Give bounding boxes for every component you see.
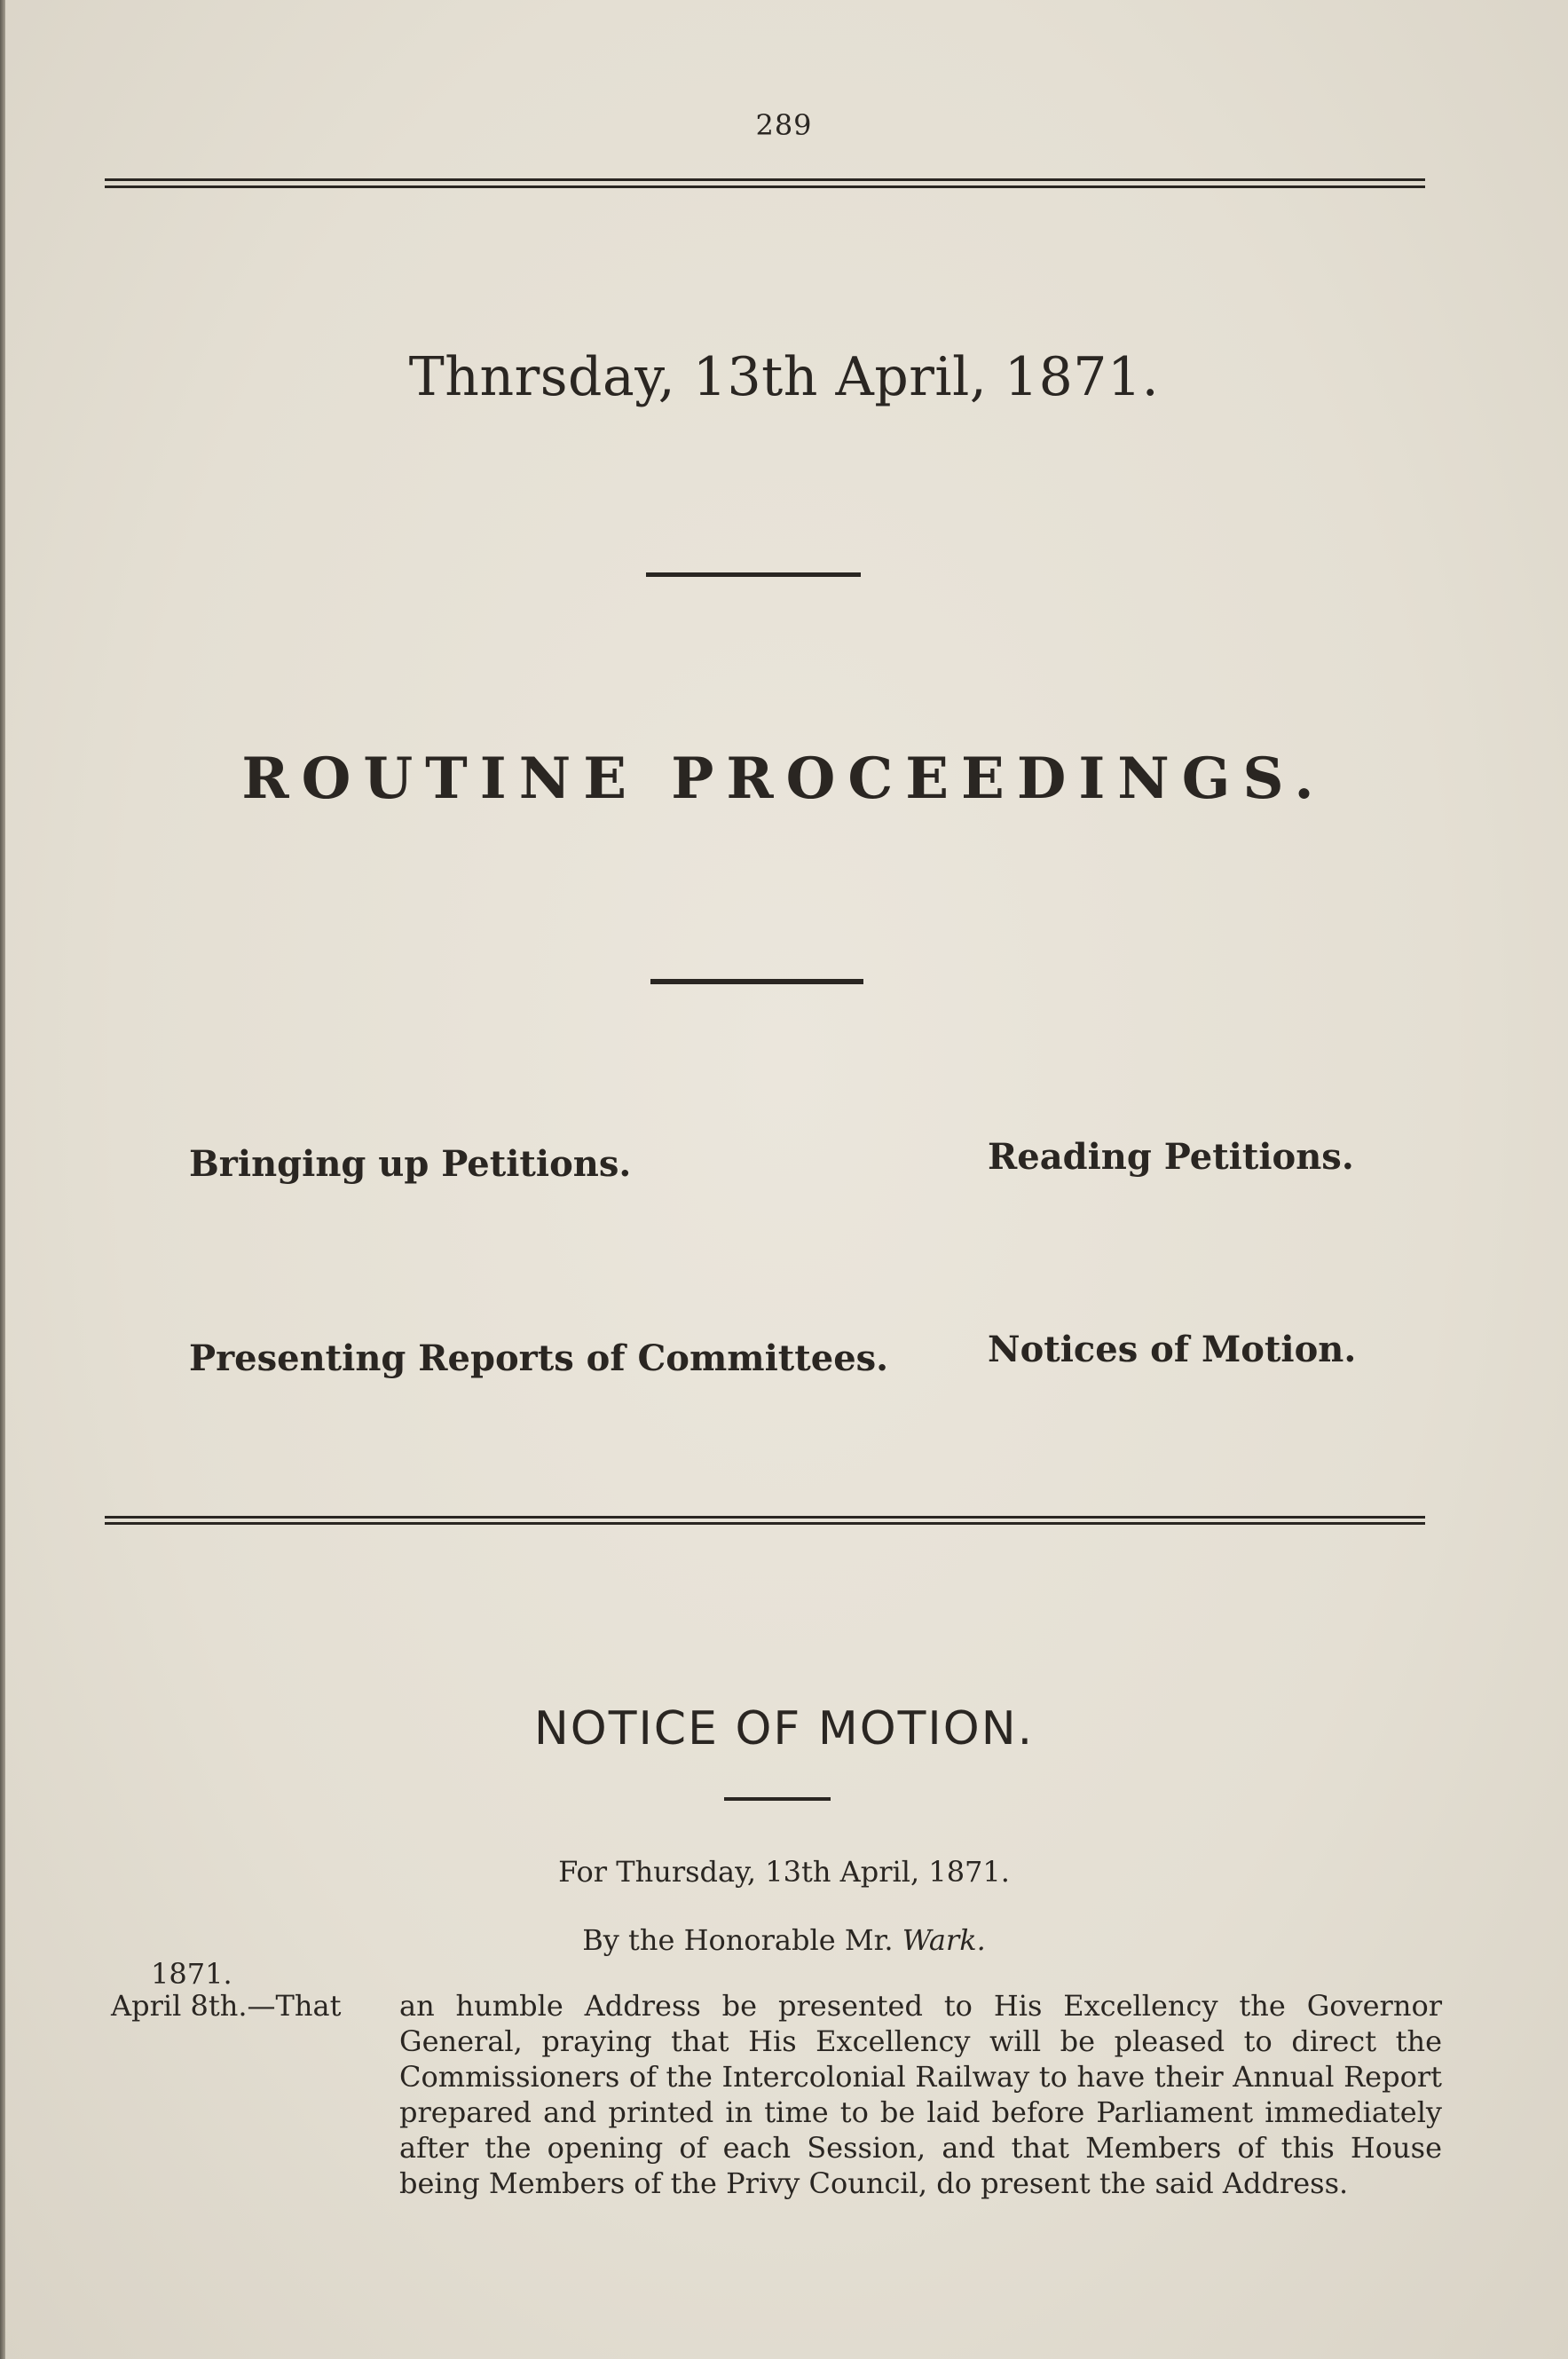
section-title: ROUTINE PROCEEDINGS. xyxy=(241,746,1327,812)
section-double-rule xyxy=(105,1516,1425,1525)
header-double-rule xyxy=(105,178,1425,188)
page-number: 289 xyxy=(755,108,813,142)
motion-date-lead: April 8th.—That xyxy=(111,1989,342,2023)
mover-name: Wark. xyxy=(902,1923,986,1957)
notice-title: NOTICE OF MOTION. xyxy=(533,1702,1035,1755)
mover-prefix: By the Honorable Mr. xyxy=(582,1923,894,1957)
notice-for-date: For Thursday, 13th April, 1871. xyxy=(558,1855,1010,1889)
routine-item-bringing-petitions: Bringing up Petitions. xyxy=(189,1143,632,1185)
divider-rule xyxy=(650,979,863,984)
routine-item-notices-of-motion: Notices of Motion. xyxy=(988,1329,1357,1370)
motion-year: 1871. xyxy=(151,1957,232,1991)
date-heading: Thnrsday, 13th April, 1871. xyxy=(408,346,1160,408)
notice-mover xyxy=(0,1923,1568,1957)
divider-rule xyxy=(724,1797,831,1801)
motion-text: an humble Address be presented to His Excellency the Governor General, praying that His Excellency will be pleased to direct the Commissioners of the Intercolonial Railway to have their Annual Report prepared and printed in time to be laid before Parliament immediately after the opening of each Session, and that Members of this House being Members of the Privy Council, do present the said Address. xyxy=(399,1989,1442,2200)
routine-item-reading-petitions: Reading Petitions. xyxy=(988,1136,1354,1178)
routine-item-presenting-reports: Presenting Reports of Committees. xyxy=(189,1337,889,1379)
divider-rule xyxy=(646,572,861,577)
